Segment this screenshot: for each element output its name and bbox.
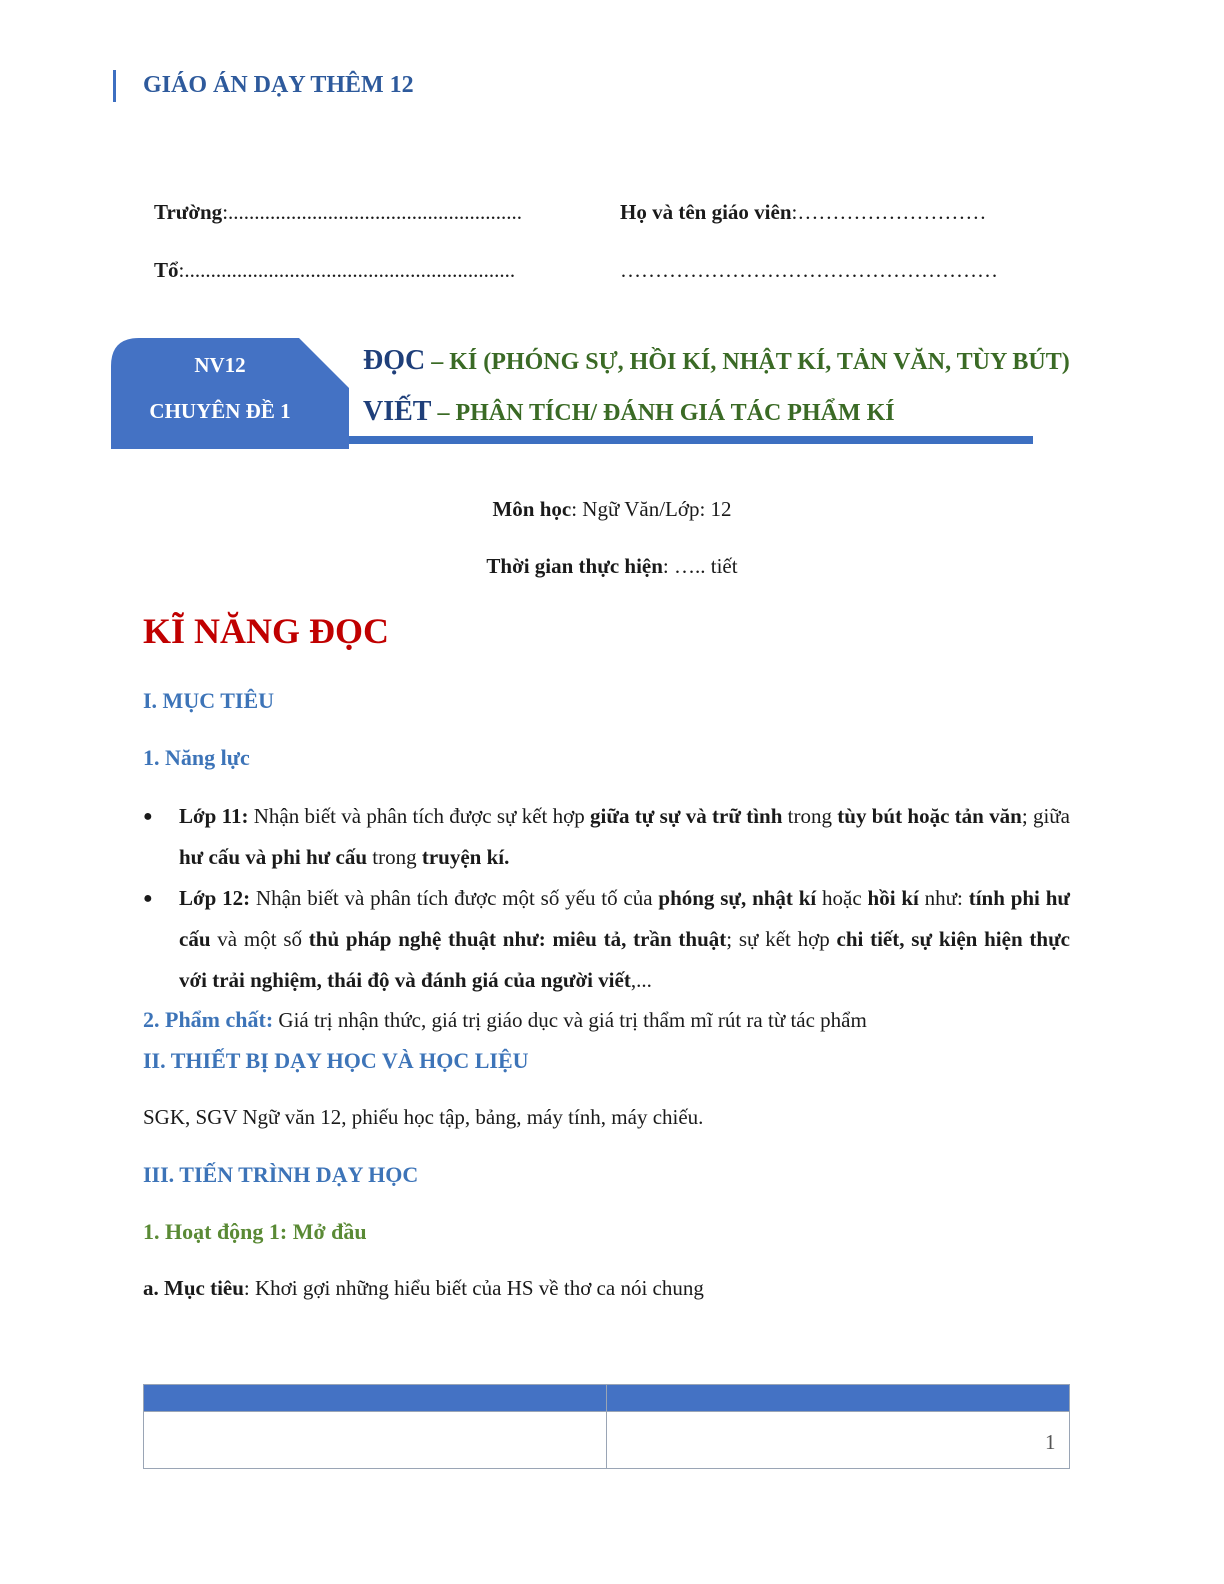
activity1-heading: 1. Hoạt động 1: Mở đầu [143,1219,367,1244]
bullet-text-segment: giữa tự sự và trữ tình [590,804,783,828]
document-header-title: GIÁO ÁN DẠY THÊM 12 [143,72,414,98]
header-accent-bar [113,70,116,102]
group-label: Tổ [154,258,179,282]
bullet-text-segment: trong [782,804,838,828]
bullet-text-segment: tính phi hư cấu [179,886,1070,951]
section-process-heading: III. TIẾN TRÌNH DẠY HỌC [143,1162,419,1187]
banner-reading-line [363,345,1070,377]
competence-heading: 1. Năng lực [143,745,250,770]
bullet-text-segment: hồi kí [867,886,919,910]
banner-tab-topic: CHUYÊN ĐỀ 1 [149,399,291,423]
banner-writing-line [363,396,895,428]
activity-table [143,1384,1070,1469]
main-title: KĨ NĂNG ĐỌC [143,611,390,651]
table-header-cell [144,1385,607,1412]
bullet-text-segment: hoặc [816,886,868,910]
equipment-text: SGK, SGV Ngữ văn 12, phiếu học tập, bảng, máy tính, máy chiếu. [143,1105,704,1129]
bullet-icon: ● [143,808,153,825]
duration-label: Thời gian thực hiện [486,554,663,578]
goal-text: : Khơi gợi những hiểu biết của HS về thơ ca nói chung [243,1276,704,1300]
goal-label: a. Mục tiêu [143,1276,244,1300]
table-row [144,1412,1070,1469]
goal-line [143,1276,704,1301]
bullet-text [179,878,1070,1001]
bullet-text-segment: truyện kí. [421,845,510,869]
group-dots: :............................................................... [178,258,516,282]
teacher-dots: :……………………… [791,200,987,224]
banner-writing-text: – PHÂN TÍCH/ ĐÁNH GIÁ TÁC PHẨM KÍ [431,400,895,426]
bullet-text-segment: ,... [630,968,652,992]
bullet-text-segment: ; sự kết hợp [726,927,837,951]
bullet-text [179,796,1070,878]
section-objectives-heading: I. MỤC TIÊU [143,688,275,713]
table-cell [144,1412,607,1469]
list-item [143,796,1070,878]
bullet-text-segment: và một số [210,927,309,951]
bullet-text-segment: Lớp 11: [179,804,249,828]
bullet-text-segment: chi tiết, sự kiện hiện thực với trải nghiệm, thái độ và đánh giá của người viết [179,927,1070,992]
bullet-text-segment: trong [367,845,422,869]
bullet-text-segment: thủ pháp nghệ thuật như: miêu tả, trần thuật [308,927,727,951]
school-dots: :........................................................ [222,200,523,224]
banner-tab-code: NV12 [194,353,246,377]
table-cell [607,1412,1070,1469]
bullet-text-segment: hư cấu và phi hư cấu [179,845,368,869]
bullet-icon: ● [143,890,153,907]
table-header-cell [607,1385,1070,1412]
bullet-text-segment: ; giữa [1021,804,1070,828]
group-field [154,258,515,283]
quality-label: 2. Phẩm chất: [143,1007,274,1032]
teacher-extra-dots: ……………………………………………… [620,258,998,282]
banner-underline [349,436,1033,444]
bullet-text-segment: Lớp 12: [179,886,251,910]
quality-text: Giá trị nhận thức, giá trị giáo dục và giá trị thẩm mĩ rút ra từ tác phẩm [273,1008,867,1032]
subject-label: Môn học [492,497,572,521]
school-label: Trường [154,200,223,224]
school-field [154,200,522,225]
teacher-label: Họ và tên giáo viên [620,200,792,224]
subject-value: : Ngữ Văn/Lớp: 12 [571,497,732,521]
banner-reading-keyword: ĐỌC [363,345,426,376]
duration-line [0,554,1224,579]
bullet-text-segment: tùy bút hoặc tản văn [837,804,1022,828]
banner-reading-text: – KÍ (PHÓNG SỰ, HỒI KÍ, NHẬT KÍ, TẢN VĂN, TÙY BÚT) [425,349,1070,375]
bullet-text-segment: như: [918,886,969,910]
list-item [143,878,1070,1001]
page-number: 1 [1045,1430,1056,1454]
bullet-text-segment: Nhận biết và phân tích được sự kết hợp [248,804,591,828]
duration-value: : ….. tiết [662,554,738,578]
table-header-row [144,1385,1070,1412]
banner-writing-keyword: VIẾT [363,396,432,427]
bullet-text-segment: Nhận biết và phân tích được một số yếu tố của [250,886,659,910]
quality-line [143,1007,867,1033]
subject-line [0,497,1224,522]
bullet-text-segment: phóng sự, nhật kí [658,886,817,910]
teacher-field [620,200,986,225]
section-equipment-heading: II. THIẾT BỊ DẠY HỌC VÀ HỌC LIỆU [143,1048,529,1073]
